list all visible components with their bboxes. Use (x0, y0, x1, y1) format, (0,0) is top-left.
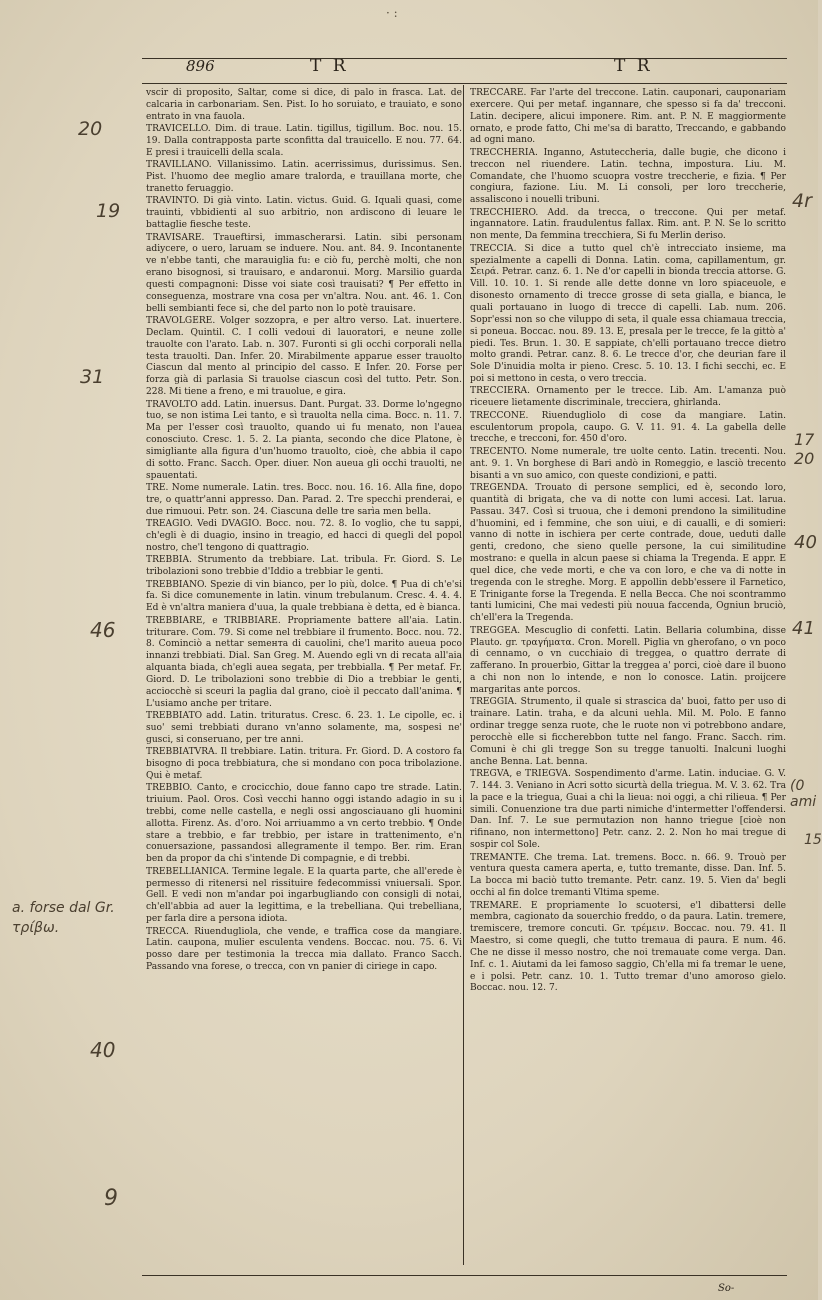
margin-note: 19 (96, 200, 121, 222)
entry: TREMANTE. Che trema. Lat. tremens. Bocc. n. 66. 9. Trouò per ventura questa camera aperta, e, tutto tremante, disse. Dan. Inf. 5. La bocca mi baciò tutto tremante. Petr. canz. 19. 5. Vien da' begli occhi al fin dolce tremanti Vltima speme. (470, 852, 786, 899)
entry: TRAVILLANO. Villanissimo. Latin. acerrissimus, durissimus. Sen. Pist. l'huomo dee meglio amare tralorda, e trauillana morte, che tranetto feruaggio. (146, 160, 462, 194)
entry: TRECCIERA. Ornamento per le trecce. Lib. Am. L'amanza può riceuere lietamente discriminale, trecciera, ghirlanda. (470, 386, 786, 409)
pin-mark-icon: · : (386, 6, 398, 20)
entry: TREBBIANO. Spezie di vin bianco, per lo più, dolce. ¶ Pua di ch'e'si fa. Si dice comunemente in latin. vinum trebulanum. Cresc. 4. 4. 4. Ed è vn'altra maniera d'uua, la quale trebbiana è detta, ed è bianca. (146, 579, 462, 614)
entry: TRAVISARE. Traueftirsi, immascherarsi. Latin. sibi personam adiycere, o uero, laruam se induere. Nou. ant. 84. 9. Incontanente ve n'ebbe tanti, che marauiglia fu: e ciò fu, perchè molti, che non erano bisognosi, si trauisaro, e andaronui. Morg. Marsilio guarda questi compagnoni: Disse voi siate così trauisati? ¶ Per effetto in conseguenza, mostrare vna cosa per vn'altra. Nou. ant. 46. 1. Con belli sembianti fece si, che del parto non lo potè trauisare. (146, 232, 462, 314)
left-running-head: T R (310, 56, 349, 76)
entry: TRAVINTO. Di già vinto. Latin. victus. Guid. G. Iquali quasi, come trauinti, vbbidienti al suo arbitrio, non ardiscono di leuare le battaglie fiesche teste. (146, 196, 462, 231)
entry: TRECENTO. Nome numerale, tre uolte cento. Latin. trecenti. Nou. ant. 9. 1. Vn borghese di Bari andò in Romeggio, e lasciò trecento bisanti a vn suo amico, con queste condizioni, e patti. (470, 446, 786, 481)
entry: TREGVA, e TRIEGVA. Sospendimento d'arme. Latin. induciae. G. V. 7. 144. 3. Veniano in Acri sotto sicurtà della triegua. M. V. 3. 62. Tra la pace e la triegua, Guai a chi la lieua: noi oggi, a chi rilieua. ¶ Per simili. Conuenzione tra due parti nimiche d'intermetter l'offendersi. Dan. Inf. 7. Le sue permutazion non hanno triegue [cioè non rifinano, non intermettono] Petr. canz. 2. 2. Non ho mai tregue di sospir col Sole. (470, 769, 786, 851)
margin-note: 17 20 (794, 430, 815, 468)
margin-note: a. forse dal Gr. τρίβω. (12, 900, 115, 936)
entry: TRECCHIERO. Add. da trecca, o treccone. Qui per metaf. ingannatore. Latin. fraudulentus fallax. Rim. ant. P. N. Se lo scritto non mente, Da femmina trecchiera, Si fu Merlin deriso. (470, 207, 786, 242)
right-running-head: T R (614, 56, 653, 76)
margin-note: 20 (78, 118, 103, 140)
entry: TREBBIATO add. Latin. trituratus. Cresc. 6. 23. 1. Le cipolle, ec. i suo' semi trebbiati durano vn'anno solamente, ma, sospesi ne' gusci, si conseruano, per tre anni. (146, 711, 462, 745)
entry: TREBBIA. Strumento da trebbiare. Lat. tribula. Fr. Giord. S. Le tribolazioni sono trebbie d'Iddio a trebbiar le genti. (146, 555, 462, 578)
margin-note: 41 (792, 618, 815, 639)
entry: TREBBIARE, e TRIBBIARE. Propriamente battere all'aia. Latin. triturare. Com. 79. Si come nel trebbiare il frumento. Bocc. nou. 72. 8. Cominciò a nettar semента di cauolini, che'l marito aueua poco innanzi trebbiati. Dial. San Greg. M. Auendo egli vn di recata all'aia alquanta biada, ch'egli auea segata, per trebbialla. ¶ Per metaf. Fr. Giord. D. Le tribolazioni sono trebbie di Dio a trebbiar le genti, acciocchè si sceuri la paglia dal grano, cioè il peccato dall'anima. ¶ L'usiamo anche per tritare. (146, 615, 462, 709)
entry: TRE. Nome numerale. Latin. tres. Bocc. nou. 16. 16. Alla fine, dopo tre, o quattr'anni appresso. Dan. Parad. 2. Tre specchi prenderai, e due rimuoui. Petr. son. 24. Ciascuna delle tre sarìa men bella. (146, 483, 462, 517)
entry: TREBBIO. Canto, e crocicchio, doue fanno capo tre strade. Latin. triuium. Paol. Oros. Così vecchi hanno oggi istando adagio in su i trebbi, come nelle castella, e negli ossi angosciauano gli huomini allotta. Firenz. As. d'oro. Noi arriuammo a vn certo trebbio. ¶ Onde stare a trebbio, e far trebbio, per istare in trattenimento, e'n conuersazione, passandosi allegramente il tempo. Ber. rim. Eran ben da propor da chi s'intende Di compagnie, e di trebbi. (146, 783, 462, 865)
margin-note: 40 (794, 532, 817, 553)
entry: vscir di proposito, Saltar, come si dice, di palo in frasca. Lat. de calcaria in carbonariam. Sen. Pist. Io ho soruiato, e trauiato, e sono entrato in vna fauola. (146, 88, 462, 122)
margin-note: (0 ami (790, 778, 817, 810)
entry: TREBELLIANICA. Termine legale. E la quarta parte, che all'erede è permesso di ritenersi nel rissituire fedecommissi vniuersali. Spor. Gell. E vedi non m'andar poi ingarbugliando con consigli di notai, ch'ell'abbia ad auer la legittima, e la trebelliana. Qui trebelliana, per farla dire a persona idiota. (146, 866, 462, 925)
entry: TRECCA. Riuendugliola, che vende, e traffica cose da mangiare. Latin. caupona, mulier esculenta vendens. Boccac. nou. 75. 6. Vi posso dare per testimonia la trecca mia dallato. Franco Sacch. Passando vna forese, o trecca, con vn panier di ciriege in capo. (146, 926, 462, 973)
left-column (146, 88, 462, 1238)
column-divider (463, 85, 464, 1265)
entry: TRECCONE. Riuendugliolo di cose da mangiare. Latin. esculentorum propola, caupo. G. V. 11. 91. 4. La gabella delle trecche, e trecconi, for. 450 d'oro. (470, 410, 786, 445)
entry: TREAGIO. Vedi DVAGIO. Bocc. nou. 72. 8. Io voglio, che tu sappi, ch'egli è di duagio, insino in treagio, ed hacci di quegli del popol nostro, che'l tengono di quattragio. (146, 519, 462, 553)
entry: TRECCHERIA. Inganno, Astuteccheria, dalle bugie, che dicono i treccon nel riuendere. Latin. techna, impostura. Liu. M. Comandate, che l'huomo scuopra vostre treccherie, e fizia. ¶ Per congiura, fazione. Liu. M. Li consoli, per loro treccherie, assaliscono i nouelli tribuni. (470, 147, 786, 206)
entry: TREGENDA. Trouato di persone semplici, ed è, secondo loro, quantità di brigata, che va di notte con lumi accesi. Lat. larua. Passau. 347. Così si truoua, che i demoni prendono la similitudine d'huomini, ed i femmine, che son uiui, e di caualli, e di somieri: vanno di notte in ischiera per certe contrade, doue, ueduti dalle genti, credono, che sieno quelle persone, la cui similitudine mostrano: e quella in alcun paese si chiama la Tregenda. E appr. E quel dice, che vede morti, e che va con loro, e che va di notte in tregenda con le streghe. Morg. E appollin debb'essere il Farnetico, E Trinigante forse la Tregenda. E nella Becca. Che noi scontrammo tanti lumicini, Che mai vedesti più nouua faccenda, Ogniun bruciò, ch'ell'era la Tregenda. (470, 483, 786, 624)
margin-note: 40 (90, 1038, 116, 1062)
entry: TRECCARE. Far l'arte del treccone. Latin. cauponari, cauponariam exercere. Qui per metaf. ingannare, che spesso si fa da' trecconi. Latin. decipere, alicui imponere. Rim. ant. P. N. E maggiormente ornato, e prode fatto, Chi me'sa di baratto, Treccando, e gabbando ad ogni mano. (470, 88, 786, 146)
margin-note: 46 (90, 618, 116, 642)
catchword: So- (718, 1283, 735, 1294)
page-number: 896 (186, 57, 215, 75)
entry: TREGGEA. Mescuglio di confetti. Latin. Bellaria columbina, disse Plauto. gr. τραγήματα. Cron. Morell. Piglia vn gherofano, o vn poco di cennamo, o vn cucchiaio di treggea, o quattro derrate di zafferano. In prouerbio, Gittar la treggea a' porci, cioè dare il buono a chi non non lo intende, e non lo conosce. Latin. proijcere margaritas ante porcos. (470, 625, 786, 695)
entry: TRECCIA. Si dice a tutto quel ch'è intrecciato insieme, ma spezialmente a capelli di Donna. Latin. coma, capillamentum, gr. Σειρά. Petrar. canz. 6. 1. Ne d'or capelli in bionda treccia attorse. G. Vill. 10. 10. 1. Si rende alle dette donne vn loro spiaceuole, e disonesto ornamento di trecce grosse di seta gialla, e bianca, le quali portauano in luogo di trecce di capelli. Lab. num. 206. Sopr'essi non so che viluppo di seta, il quale essa chiamaua treccia, si poneua. Boccac. nou. 89. 13. E, presala per le trecce, fe la gittò a' piedi. Tes. Brun. 1. 30. E sappiate, ch'elli portauano trecce dietro molto grandi. Petrar. canz. 8. 6. Le trecce d'or, che deurian fare il Sole D'inuidia molta ir pieno. Cresc. 5. 10. 13. I fichi secchi, ec. E poi si mettono in cesta, o vero treccia. (470, 243, 786, 385)
entry: TREBBIATVRA. Il trebbiare. Latin. tritura. Fr. Giord. D. A costoro fa bisogno di poca trebbiatura, che si mondano con poca tribolazione. Qui è metaf. (146, 747, 462, 781)
right-column (470, 88, 786, 1238)
entry: TREGGIA. Strumento, il quale si strascica da' buoi, fatto per uso di trainare. Latin. traha, e da alcuni uehla. Mil. M. Polo. E fanno ordinar tregge senza ruote, che le ruote non vi potrebbono andare, perocchè elle si ficcherebbon tutte nel fango. Franc. Sacch. rim. Comuni è chi gli tregge Son su tregge tanuolti. Inalcuni luoghi anche Benna. Lat. benna. (470, 697, 786, 767)
margin-note: 4r (792, 190, 812, 212)
entry: TRAVICELLO. Dim. di traue. Latin. tigillus, tigillum. Boc. nou. 15. 19. Dalla contrapposta parte sconfitta dal trauicello. E nou. 77. 64. E presi i trauicelli della scala. (146, 124, 462, 158)
entry: TRAVOLGERE. Volger sozzopra, e per altro verso. Lat. inuertere. Declam. Quintil. C. I colli vedoui di lauoratori, e neune zolle trauolte con l'arato. Lab. n. 307. Furonti si gli occhi corporali nella testa trauolti. Dan. Infer. 20. Mirabilmente apparue esser trauolto Ciascun dal mento al principio del casso. E Infer. 20. Forse per forza già di parlasia Si trauolse ciascun così del tutto. Petr. Son. 228. Mi tiene a freno, e mi trauolue, e gira. (146, 316, 462, 398)
margin-note: 15 (804, 832, 822, 848)
entry: TRAVOLTO add. Latin. inuersus. Dant. Purgat. 33. Dorme lo'ngegno tuo, se non istima Lei tanto, e sì trauolta nella cima. Bocc. n. 11. 7. Ma per l'esser così trauolto, quando ui fu menato, non l'auea conosciuto. Cresc. 1. 5. 2. La pianta, secondo che dice Platone, è simigliante alla figura d'un'huomo trauolto, cioè, che abbia il capo di sotto. Franc. Sacch. Oper. diuer. Non aueua gli occhi trauolti, ne spauentati. (146, 399, 462, 481)
margin-note: 31 (80, 366, 105, 388)
margin-note: 9 (104, 1186, 118, 1211)
entry: TREMARE. E propriamente lo scuotersi, e'l dibattersi delle membra, cagionato da souerchio freddo, o da paura. Latin. tremere, tremiscere, tremore concuti. Gr. τρέμειν. Boccac. nou. 79. 41. Il Maestro, si come quegli, che tutto tremaua di paura. E num. 46. Che ne disse il messo nostro, che noi tremauate come verga. Dan. Inf. c. 1. Aiutami da lei famoso saggio, Ch'ella mi fa tremar le uene, e i polsi. Petr. canz. 10. 1. Tutto tremar d'uno amoroso gielo. Boccac. nou. 12. 7. (470, 900, 786, 994)
